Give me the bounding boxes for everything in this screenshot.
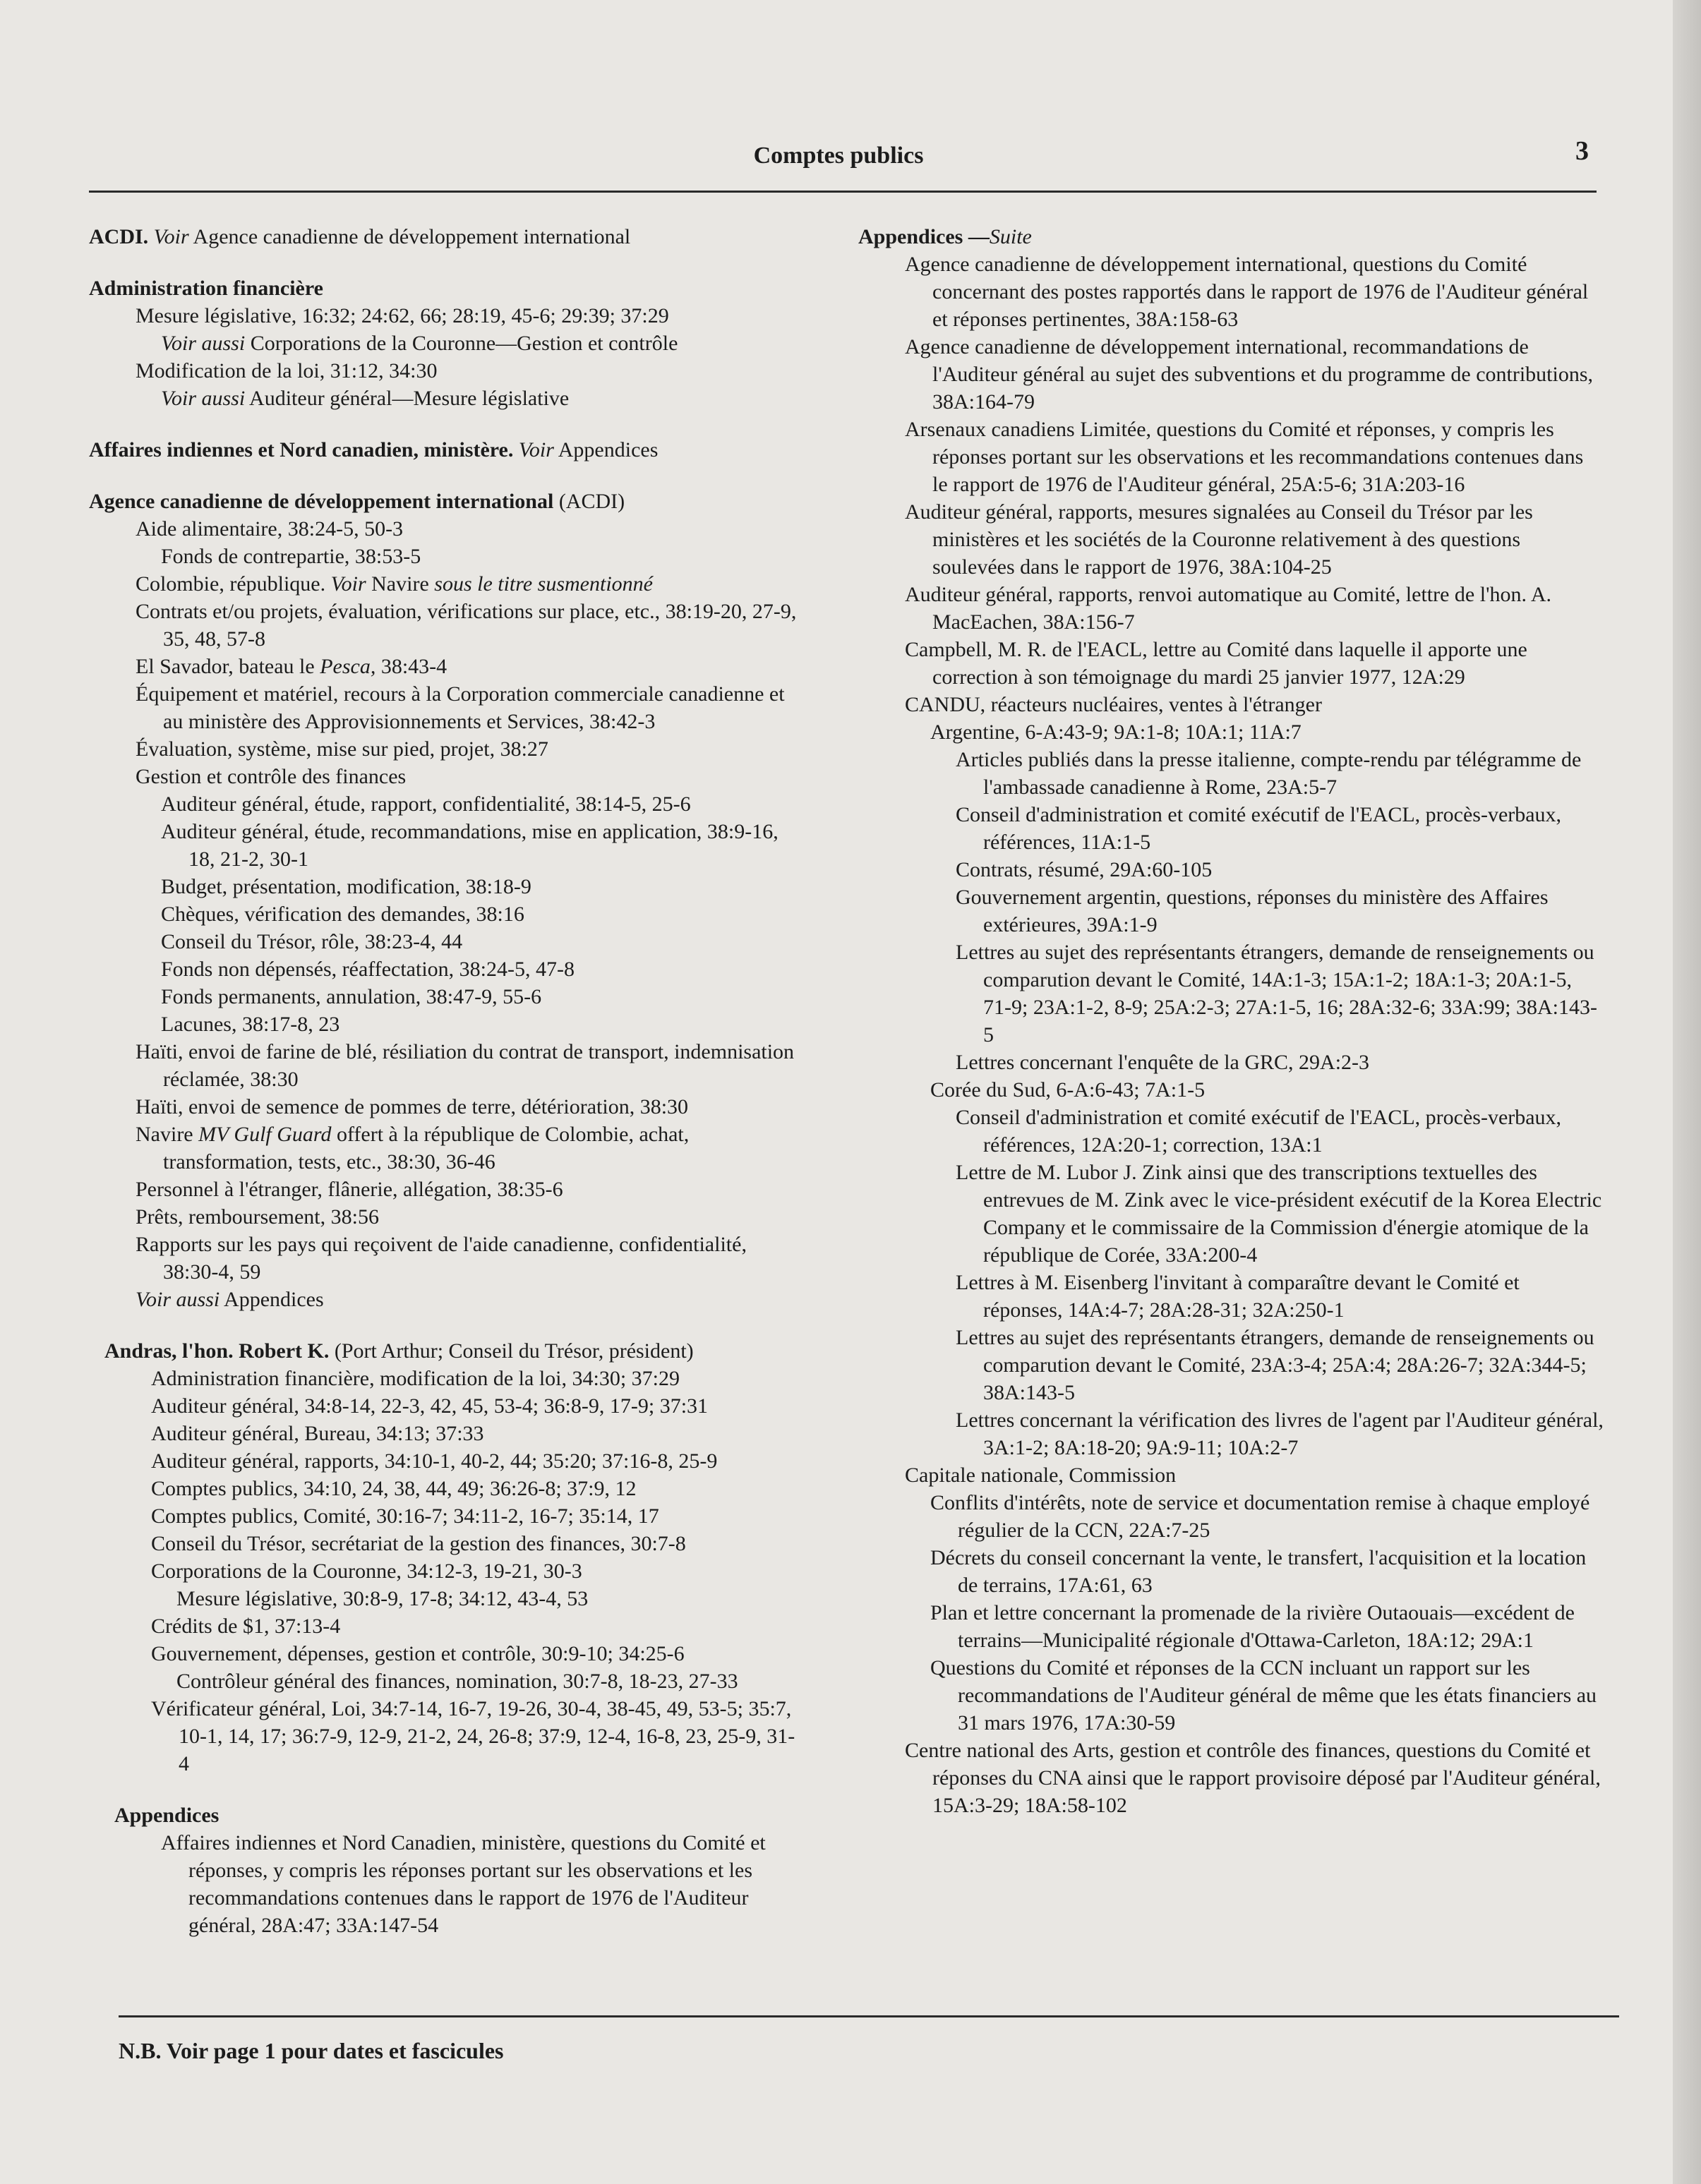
index-subentry: [155, 1585, 802, 1612]
voir-reference: Voir: [153, 225, 189, 248]
subentry-text: Auditeur général, 34:8-14, 22-3, 42, 45, 53-4; 36:8-9, 17-9; 37:31: [151, 1394, 709, 1418]
index-subentry: [130, 1447, 802, 1475]
subentry-text: offert à la république de Colombie, achat, transformation, tests, etc., 38:30, 36-46: [163, 1123, 690, 1174]
index-subentry: [884, 581, 1604, 636]
italic-text: Voir aussi: [161, 332, 246, 355]
index-subentry: [884, 251, 1604, 333]
index-subentry: [114, 1203, 802, 1231]
subentry-text: Colombie, république.: [136, 572, 331, 596]
subentry-text: Campbell, M. R. de l'EACL, lettre au Comité dans laquelle il apporte une correction à son témoignage du mardi 25 janvier 1977, 12A:29: [905, 638, 1527, 689]
entry-heading-rest: (Port Arthur; Conseil du Trésor, président): [329, 1339, 694, 1363]
index-subentry: [934, 856, 1604, 883]
voir-reference: Voir: [518, 438, 554, 461]
subentry-text: Modification de la loi, 31:12, 34:30: [136, 359, 438, 382]
index-subentry: [140, 1010, 802, 1038]
entry-heading: Appendices: [114, 1804, 220, 1827]
subentry-text: Rapports sur les pays qui reçoivent de l'aide canadienne, confidentialité, 38:30-4, 59: [136, 1233, 747, 1284]
subentry-text: Gestion et contrôle des finances: [136, 765, 407, 788]
subentry-text: Agence canadienne de développement international, recommandations de l'Auditeur général au sujet des subventions et du programme de contributions, 38A:164-79: [905, 335, 1594, 414]
index-subentry: [155, 1667, 802, 1695]
page-title: Comptes publics: [753, 143, 924, 169]
index-subentry: [140, 928, 802, 955]
italic-text: Pesca,: [320, 655, 376, 678]
entry-heading-rest: (ACDI): [558, 490, 625, 513]
subentry-text: Comptes publics, Comité, 30:16-7; 34:11-2, 16-7; 35:14, 17: [151, 1504, 659, 1528]
index-subentry: [934, 1406, 1604, 1461]
subentry-text: Auditeur général, étude, rapport, confidentialité, 38:14-5, 25-6: [161, 792, 691, 816]
index-subentry: [934, 883, 1604, 939]
index-subentry: [114, 735, 802, 763]
footer-note: N.B. Voir page 1 pour dates et fascicules: [119, 2038, 504, 2063]
subentry-text: Personnel à l'étranger, flânerie, allégation, 38:35-6: [136, 1178, 563, 1201]
index-subentry: [114, 680, 802, 735]
entry-heading: Andras, l'hon. Robert K.: [104, 1339, 330, 1363]
page-number: 3: [1575, 136, 1589, 166]
index-entry-administration-financiere: [89, 274, 802, 412]
subentry-text: Décrets du conseil concernant la vente, le transfert, l'acquisition et la location de terrains, 17A:61, 63: [930, 1546, 1587, 1597]
subentry-text: Gouvernement argentin, questions, réponses du ministère des Affaires extérieures, 39A:1-9: [956, 886, 1549, 936]
subentry-text: Auditeur général, Bureau, 34:13; 37:33: [151, 1422, 484, 1445]
index-subentry: [884, 636, 1604, 691]
index-subentry: [130, 1640, 802, 1667]
index-subentry: [884, 1737, 1604, 1819]
index-subentry: [140, 955, 802, 983]
subentry-text: Mesure législative, 30:8-9, 17-8; 34:12, 43-4, 53: [176, 1587, 589, 1610]
index-subentry: [140, 900, 802, 928]
subentry-text: CANDU, réacteurs nucléaires, ventes à l'étranger: [905, 693, 1322, 716]
index-subentry: [934, 1104, 1604, 1159]
index-subentry: [114, 1286, 802, 1313]
subentry-text: Conflits d'intérêts, note de service et documentation remise à chaque employé régulier de la CCN, 22A:7-25: [930, 1491, 1590, 1542]
index-subentry: [114, 598, 802, 653]
entry-heading: Affaires indiennes et Nord canadien, ministère.: [89, 438, 514, 461]
subentry-text: Navire: [136, 1123, 199, 1146]
index-subentry: [114, 763, 802, 790]
index-subentry: [130, 1502, 802, 1530]
subentry-text: Haïti, envoi de farine de blé, résiliation du contrat de transport, indemnisation réclamée, 38:30: [136, 1040, 795, 1091]
subentry-text: 38:43-4: [375, 655, 447, 678]
subentry-text: Auditeur général, étude, recommandations, mise en application, 38:9-16, 18, 21-2, 30-1: [161, 820, 779, 871]
index-entry-appendices: [114, 1802, 802, 1939]
subentry-text: Lettre de M. Lubor J. Zink ainsi que des transcriptions textuelles des entrevues de M. Zink avec le vice-président exécutif de la Korea Electric Company et le commissaire de la Commission d'énergie atomique de la république de Corée, 33A:200-4: [956, 1161, 1602, 1267]
subentry-text: Questions du Comité et réponses de la CCN incluant un rapport sur les recommandations de l'Auditeur général de même que les états financiers au 31 mars 1976, 17A:30-59: [930, 1656, 1597, 1734]
index-subentry: [140, 818, 802, 873]
subentry-text: Contrats, résumé, 29A:60-105: [956, 858, 1213, 881]
index-subentry: [934, 1049, 1604, 1076]
index-subentry: [130, 1695, 802, 1778]
index-subentry: [140, 873, 802, 900]
italic-text: Voir: [330, 572, 366, 596]
index-subentry: [884, 416, 1604, 498]
index-entry-andras: [104, 1337, 802, 1778]
index-subentry: [114, 1038, 802, 1093]
index-subentry: [114, 1231, 802, 1286]
subentry-text: Fonds de contrepartie, 38:53-5: [161, 545, 421, 568]
index-subentry: [130, 1392, 802, 1420]
index-subentry: [130, 1365, 802, 1392]
subentry-text: Corporations de la Couronne—Gestion et contrôle: [245, 332, 678, 355]
index-subentry: [934, 746, 1604, 801]
index-subentry: [909, 1654, 1604, 1737]
subentry-text: Navire: [366, 572, 435, 596]
subentry-text: Agence canadienne de développement international, questions du Comité concernant des postes rapportés dans le rapport de 1976 de l'Auditeur général et réponses pertinentes, 38A:158-63: [905, 253, 1589, 331]
subentry-text: Lettres au sujet des représentants étrangers, demande de renseignements ou comparution devant le Comité, 23A:3-4; 25A:4; 28A:26-7; 32A:344-5; 38A:143-5: [956, 1326, 1594, 1404]
subentry-text: Conseil du Trésor, rôle, 38:23-4, 44: [161, 930, 463, 953]
subentry-text: Équipement et matériel, recours à la Corporation commerciale canadienne et au ministère des Approvisionnements et Services, 38:42-3: [136, 682, 785, 733]
subentry-text: Lettres à M. Eisenberg l'invitant à comparaître devant le Comité et réponses, 14A:4-7; 28A:28-31; 32A:250-1: [956, 1271, 1520, 1322]
index-subentry: [114, 357, 802, 385]
index-subentry: [130, 1530, 802, 1557]
subentry-text: Administration financière, modification de la loi, 34:30; 37:29: [151, 1367, 680, 1390]
index-subentry: [114, 1121, 802, 1176]
index-subentry: [114, 1093, 802, 1121]
index-subentry: [114, 302, 802, 330]
index-subentry: [114, 653, 802, 680]
index-entry-agence-canadienne: [89, 488, 802, 1313]
index-entry-acdi: [89, 223, 802, 251]
index-subentry: [130, 1612, 802, 1640]
index-subentry: [130, 1420, 802, 1447]
page-edge-shadow: [1673, 0, 1701, 2184]
index-subentry: [934, 1159, 1604, 1269]
entry-heading: Agence canadienne de développement international: [89, 490, 554, 513]
subentry-text: Budget, présentation, modification, 38:18-9: [161, 875, 531, 898]
index-subentry: [114, 1176, 802, 1203]
index-subentry: [130, 1557, 802, 1585]
subentry-text: Prêts, remboursement, 38:56: [136, 1205, 379, 1229]
index-entry-appendices-suite: [858, 223, 1604, 1819]
subentry-text: Centre national des Arts, gestion et contrôle des finances, questions du Comité et réponses du CNA ainsi que le rapport provisoire déposé par l'Auditeur général, 15A:3-29; 18A:58-102: [905, 1739, 1601, 1817]
suite-label: Suite: [989, 225, 1032, 248]
index-subentry: [140, 1829, 802, 1939]
subentry-text: Argentine, 6-A:43-9; 9A:1-8; 10A:1; 11A:7: [930, 720, 1302, 744]
index-subentry: [909, 1599, 1604, 1654]
subentry-text: Auditeur général, rapports, renvoi automatique au Comité, lettre de l'hon. A. MacEachen, 38A:156-7: [905, 583, 1551, 634]
index-subentry: [884, 498, 1604, 581]
index-subentry: [140, 790, 802, 818]
subentry-text: Fonds permanents, annulation, 38:47-9, 55-6: [161, 985, 542, 1008]
index-subentry: [884, 1461, 1604, 1489]
subentry-text: Lettres concernant la vérification des livres de l'agent par l'Auditeur général, 3A:1-2; 8A:18-20; 9A:9-11; 10A:2-7: [956, 1408, 1604, 1459]
subentry-text: Conseil du Trésor, secrétariat de la gestion des finances, 30:7-8: [151, 1532, 686, 1555]
subentry-text: Corporations de la Couronne, 34:12-3, 19-21, 30-3: [151, 1559, 582, 1583]
subentry-text: Auditeur général, rapports, mesures signalées au Conseil du Trésor par les ministères et les sociétés de la Couronne relativement à des questions soulevées dans le rapport de 1976, 38A:104-25: [905, 500, 1533, 579]
entry-heading: Administration financière: [89, 277, 323, 300]
subentry-text: Mesure législative, 16:32; 24:62, 66; 28:19, 45-6; 29:39; 37:29: [136, 304, 669, 327]
entry-heading: Appendices —: [858, 225, 990, 248]
left-column: [89, 223, 802, 1939]
index-subentry: [884, 691, 1604, 718]
right-column: [858, 223, 1604, 1819]
subentry-text: Lacunes, 38:17-8, 23: [161, 1013, 340, 1036]
subentry-text: Fonds non dépensés, réaffectation, 38:24-5, 47-8: [161, 958, 575, 981]
subentry-text: Gouvernement, dépenses, gestion et contrôle, 30:9-10; 34:25-6: [151, 1642, 685, 1665]
italic-text: MV Gulf Guard: [198, 1123, 332, 1146]
index-subentry: [140, 385, 802, 412]
index-subentry: [909, 1076, 1604, 1104]
index-subentry: [130, 1475, 802, 1502]
index-subentry: [140, 983, 802, 1010]
subentry-text: Contrats et/ou projets, évaluation, vérifications sur place, etc., 38:19-20, 27-9, 35, 48, 57-8: [136, 600, 797, 651]
italic-text: Voir aussi: [161, 387, 246, 410]
index-subentry: [909, 1544, 1604, 1599]
index-subentry: [114, 515, 802, 543]
italic-text: Voir aussi: [136, 1288, 220, 1311]
subentry-text: Auditeur général, rapports, 34:10-1, 40-2, 44; 35:20; 37:16-8, 25-9: [151, 1449, 718, 1473]
subentry-text: Chèques, vérification des demandes, 38:16: [161, 903, 524, 926]
index-subentry: [909, 718, 1604, 746]
subentry-text: Aide alimentaire, 38:24-5, 50-3: [136, 517, 404, 541]
subentry-text: Contrôleur général des finances, nomination, 30:7-8, 18-23, 27-33: [176, 1670, 738, 1693]
index-subentry: [934, 801, 1604, 856]
entry-heading: ACDI.: [89, 225, 149, 248]
entry-heading-rest: Appendices: [558, 438, 659, 461]
index-subentry: [114, 570, 802, 598]
subentry-text: Conseil d'administration et comité exécutif de l'EACL, procès-verbaux, références, 11A:1-5: [956, 803, 1562, 854]
footer-rule: [119, 2015, 1619, 2017]
italic-text: sous le titre susmentionné: [434, 572, 653, 596]
index-subentry: [934, 1269, 1604, 1324]
index-subentry: [909, 1489, 1604, 1544]
subentry-text: Appendices: [220, 1288, 324, 1311]
index-subentry: [934, 939, 1604, 1049]
subentry-text: Lettres concernant l'enquête de la GRC, 29A:2-3: [956, 1051, 1370, 1074]
index-subentry: [140, 330, 802, 357]
subentry-text: Conseil d'administration et comité exécutif de l'EACL, procès-verbaux, références, 12A:20-1; correction, 13A:1: [956, 1106, 1562, 1157]
subentry-text: Vérificateur général, Loi, 34:7-14, 16-7, 19-26, 30-4, 38-45, 49, 53-5; 35:7, 10-1, 14, 17; 36:7-9, 12-9, 21-2, 24, 26-8; 37:9, 12-4, 16-8, 23, 25-9, 31-4: [151, 1697, 795, 1775]
subentry-text: Capitale nationale, Commission: [905, 1464, 1177, 1487]
subentry-text: Corée du Sud, 6-A:6-43; 7A:1-5: [930, 1078, 1206, 1102]
header-rule: [89, 191, 1597, 193]
index-entry-affaires-indiennes: [89, 436, 802, 464]
subentry-text: Auditeur général—Mesure législative: [245, 387, 570, 410]
subentry-text: Lettres au sujet des représentants étrangers, demande de renseignements ou comparution devant le Comité, 14A:1-3; 15A:1-2; 18A:1-3; 20A:1-5, 71-9; 23A:1-2, 8-9; 25A:2-3; 27A:1-5, 16; 28A:32-6; 33A:99; 38A:143-5: [956, 941, 1597, 1046]
subentry-text: Arsenaux canadiens Limitée, questions du Comité et réponses, y compris les réponses portant sur les observations et les recommandations contenues dans le rapport de 1976 de l'Auditeur général, 25A:5-6; 31A:203-16: [905, 418, 1584, 496]
subentry-text: Plan et lettre concernant la promenade de la rivière Outaouais—excédent de terrains—Municipalité régionale d'Ottawa-Carleton, 18A:12; 29A:1: [930, 1601, 1575, 1652]
subentry-text: El Savador, bateau le: [136, 655, 320, 678]
subentry-text: Évaluation, système, mise sur pied, projet, 38:27: [136, 737, 548, 761]
entry-heading-rest: Agence canadienne de développement international: [193, 225, 631, 248]
subentry-text: Haïti, envoi de semence de pommes de terre, détérioration, 38:30: [136, 1095, 689, 1118]
subentry-text: Comptes publics, 34:10, 24, 38, 44, 49; 36:26-8; 37:9, 12: [151, 1477, 637, 1500]
subentry-text: Articles publiés dans la presse italienne, compte-rendu par télégramme de l'ambassade canadienne à Rome, 23A:5-7: [956, 748, 1582, 799]
index-subentry: [884, 333, 1604, 416]
index-subentry: [140, 543, 802, 570]
subentry-text: Crédits de $1, 37:13-4: [151, 1615, 341, 1638]
subentry-text: Affaires indiennes et Nord Canadien, ministère, questions du Comité et réponses, y compris les réponses portant sur les observations et les recommandations contenues dans le rapport de 1976 de l'Auditeur général, 28A:47; 33A:147-54: [161, 1831, 766, 1937]
index-subentry: [934, 1324, 1604, 1406]
